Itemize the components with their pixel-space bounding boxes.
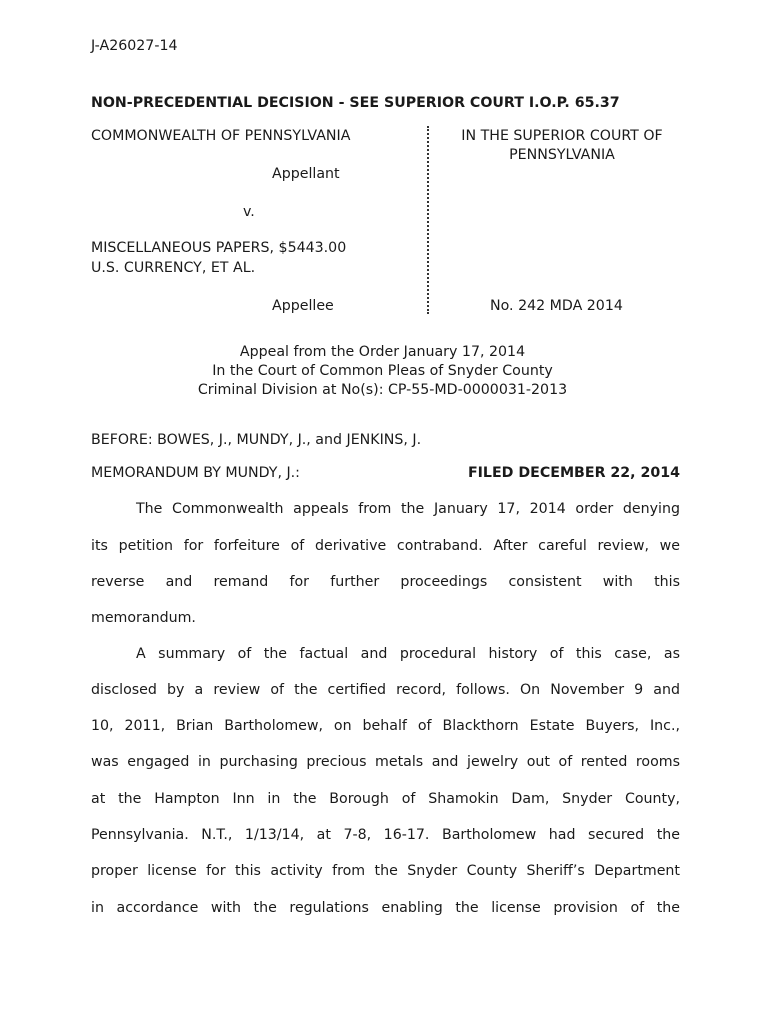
body-line: memorandum. bbox=[91, 610, 196, 626]
court-name-line1: IN THE SUPERIOR COURT OF bbox=[461, 128, 663, 144]
versus: v. bbox=[243, 204, 255, 220]
caption-divider bbox=[427, 126, 429, 314]
body-line: was engaged in purchasing precious metals and jewelry out of rented rooms bbox=[91, 754, 680, 770]
filed-date: FILED DECEMBER 22, 2014 bbox=[467, 465, 680, 481]
body-line: its petition for forfeiture of derivative contraband. After careful review, we bbox=[91, 538, 680, 554]
appeal-line3: Criminal Division at No(s): CP-55-MD-0000031-2013 bbox=[197, 382, 568, 398]
appellee-party-line1: MISCELLANEOUS PAPERS, $5443.00 bbox=[91, 240, 347, 256]
body-line: in accordance with the regulations enabling the license provision of the bbox=[91, 900, 680, 916]
body-line: at the Hampton Inn in the Borough of Shamokin Dam, Snyder County, bbox=[91, 791, 680, 807]
case-number: No. 242 MDA 2014 bbox=[490, 298, 623, 314]
docket-code: J-A26027-14 bbox=[91, 38, 178, 54]
body-line: disclosed by a review of the certified record, follows. On November 9 and bbox=[91, 682, 680, 698]
appellee-role: Appellee bbox=[272, 298, 334, 314]
appellee-party-line2: U.S. CURRENCY, ET AL. bbox=[91, 260, 256, 276]
court-name-line2: PENNSYLVANIA bbox=[509, 147, 615, 163]
before-panel: BEFORE: BOWES, J., MUNDY, J., and JENKINS, J. bbox=[91, 432, 422, 448]
memorandum-author: MEMORANDUM BY MUNDY, J.: bbox=[91, 465, 300, 481]
body-line: Pennsylvania. N.T., 1/13/14, at 7-8, 16-17. Bartholomew had secured the bbox=[91, 827, 680, 843]
body-line: proper license for this activity from the Snyder County Sheriff’s Department bbox=[91, 863, 680, 879]
body-line: reverse and remand for further proceedings consistent with this bbox=[91, 574, 680, 590]
body-line: The Commonwealth appeals from the January 17, 2014 order denying bbox=[136, 501, 680, 517]
body-line: A summary of the factual and procedural history of this case, as bbox=[136, 646, 680, 662]
appellant-party: COMMONWEALTH OF PENNSYLVANIA bbox=[91, 128, 351, 144]
body-line: 10, 2011, Brian Bartholomew, on behalf of Blackthorn Estate Buyers, Inc., bbox=[91, 718, 680, 734]
non-precedential-notice: NON-PRECEDENTIAL DECISION - SEE SUPERIOR COURT I.O.P. 65.37 bbox=[91, 95, 620, 111]
appellant-role: Appellant bbox=[272, 166, 340, 182]
appeal-line2: In the Court of Common Pleas of Snyder County bbox=[212, 363, 553, 379]
appeal-line1: Appeal from the Order January 17, 2014 bbox=[239, 344, 526, 360]
